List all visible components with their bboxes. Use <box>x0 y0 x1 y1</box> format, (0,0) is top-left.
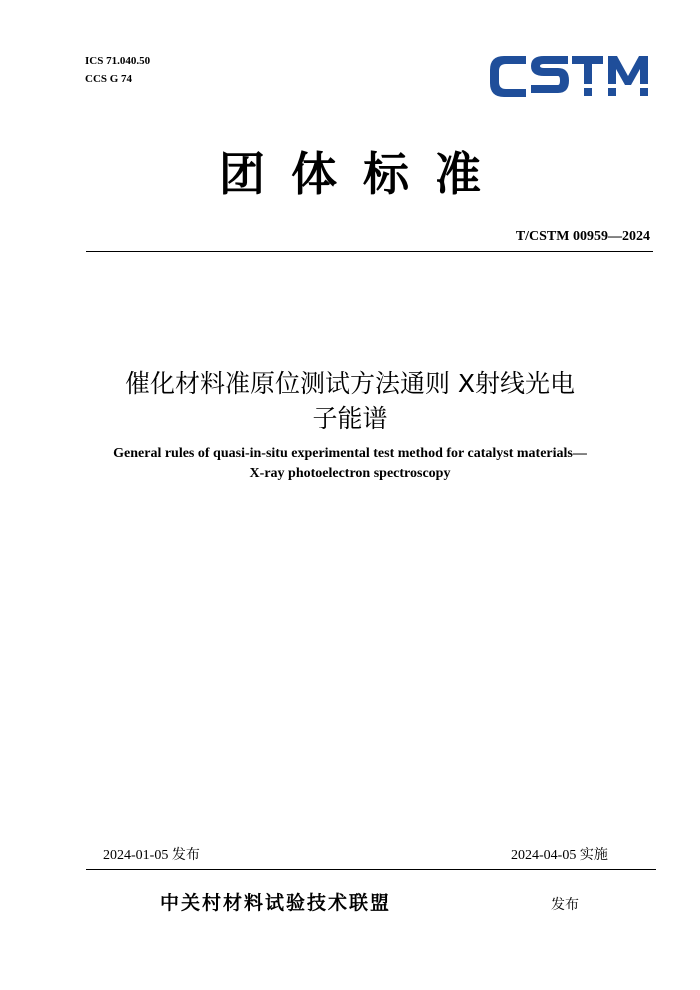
issue-date: 2024-01-05 <box>103 848 169 863</box>
cstm-logo <box>486 52 652 102</box>
title-chinese-line1: 催化材料准原位测试方法通则 X射线光电 <box>124 369 576 398</box>
issuer-label: 发布 <box>551 897 579 913</box>
implementation-label: 实施 <box>579 847 608 863</box>
issue-date-block <box>103 846 200 865</box>
title-english-line1: General rules of quasi-in-situ experimental test method for catalyst materials— <box>113 446 587 461</box>
title-chinese-line2: 子能谱 <box>312 404 388 433</box>
title-english <box>60 444 640 484</box>
implementation-date: 2024-04-05 <box>511 848 577 863</box>
ics-code: ICS 71.040.50 <box>85 55 151 67</box>
implementation-date-block <box>511 846 608 865</box>
top-divider <box>86 251 653 252</box>
issuer-name: 中关村材料试验技术联盟 <box>160 892 392 914</box>
bottom-divider <box>86 869 656 870</box>
title-english-line2: X-ray photoelectron spectroscopy <box>249 466 451 481</box>
cstm-logo-graphic <box>486 52 652 102</box>
title-chinese <box>60 366 640 436</box>
issue-label: 发布 <box>171 847 200 863</box>
standard-number: T/CSTM 00959—2024 <box>515 229 650 244</box>
ccs-code: CCS G 74 <box>85 73 133 85</box>
standard-type-heading: 团体标准 <box>219 147 507 201</box>
